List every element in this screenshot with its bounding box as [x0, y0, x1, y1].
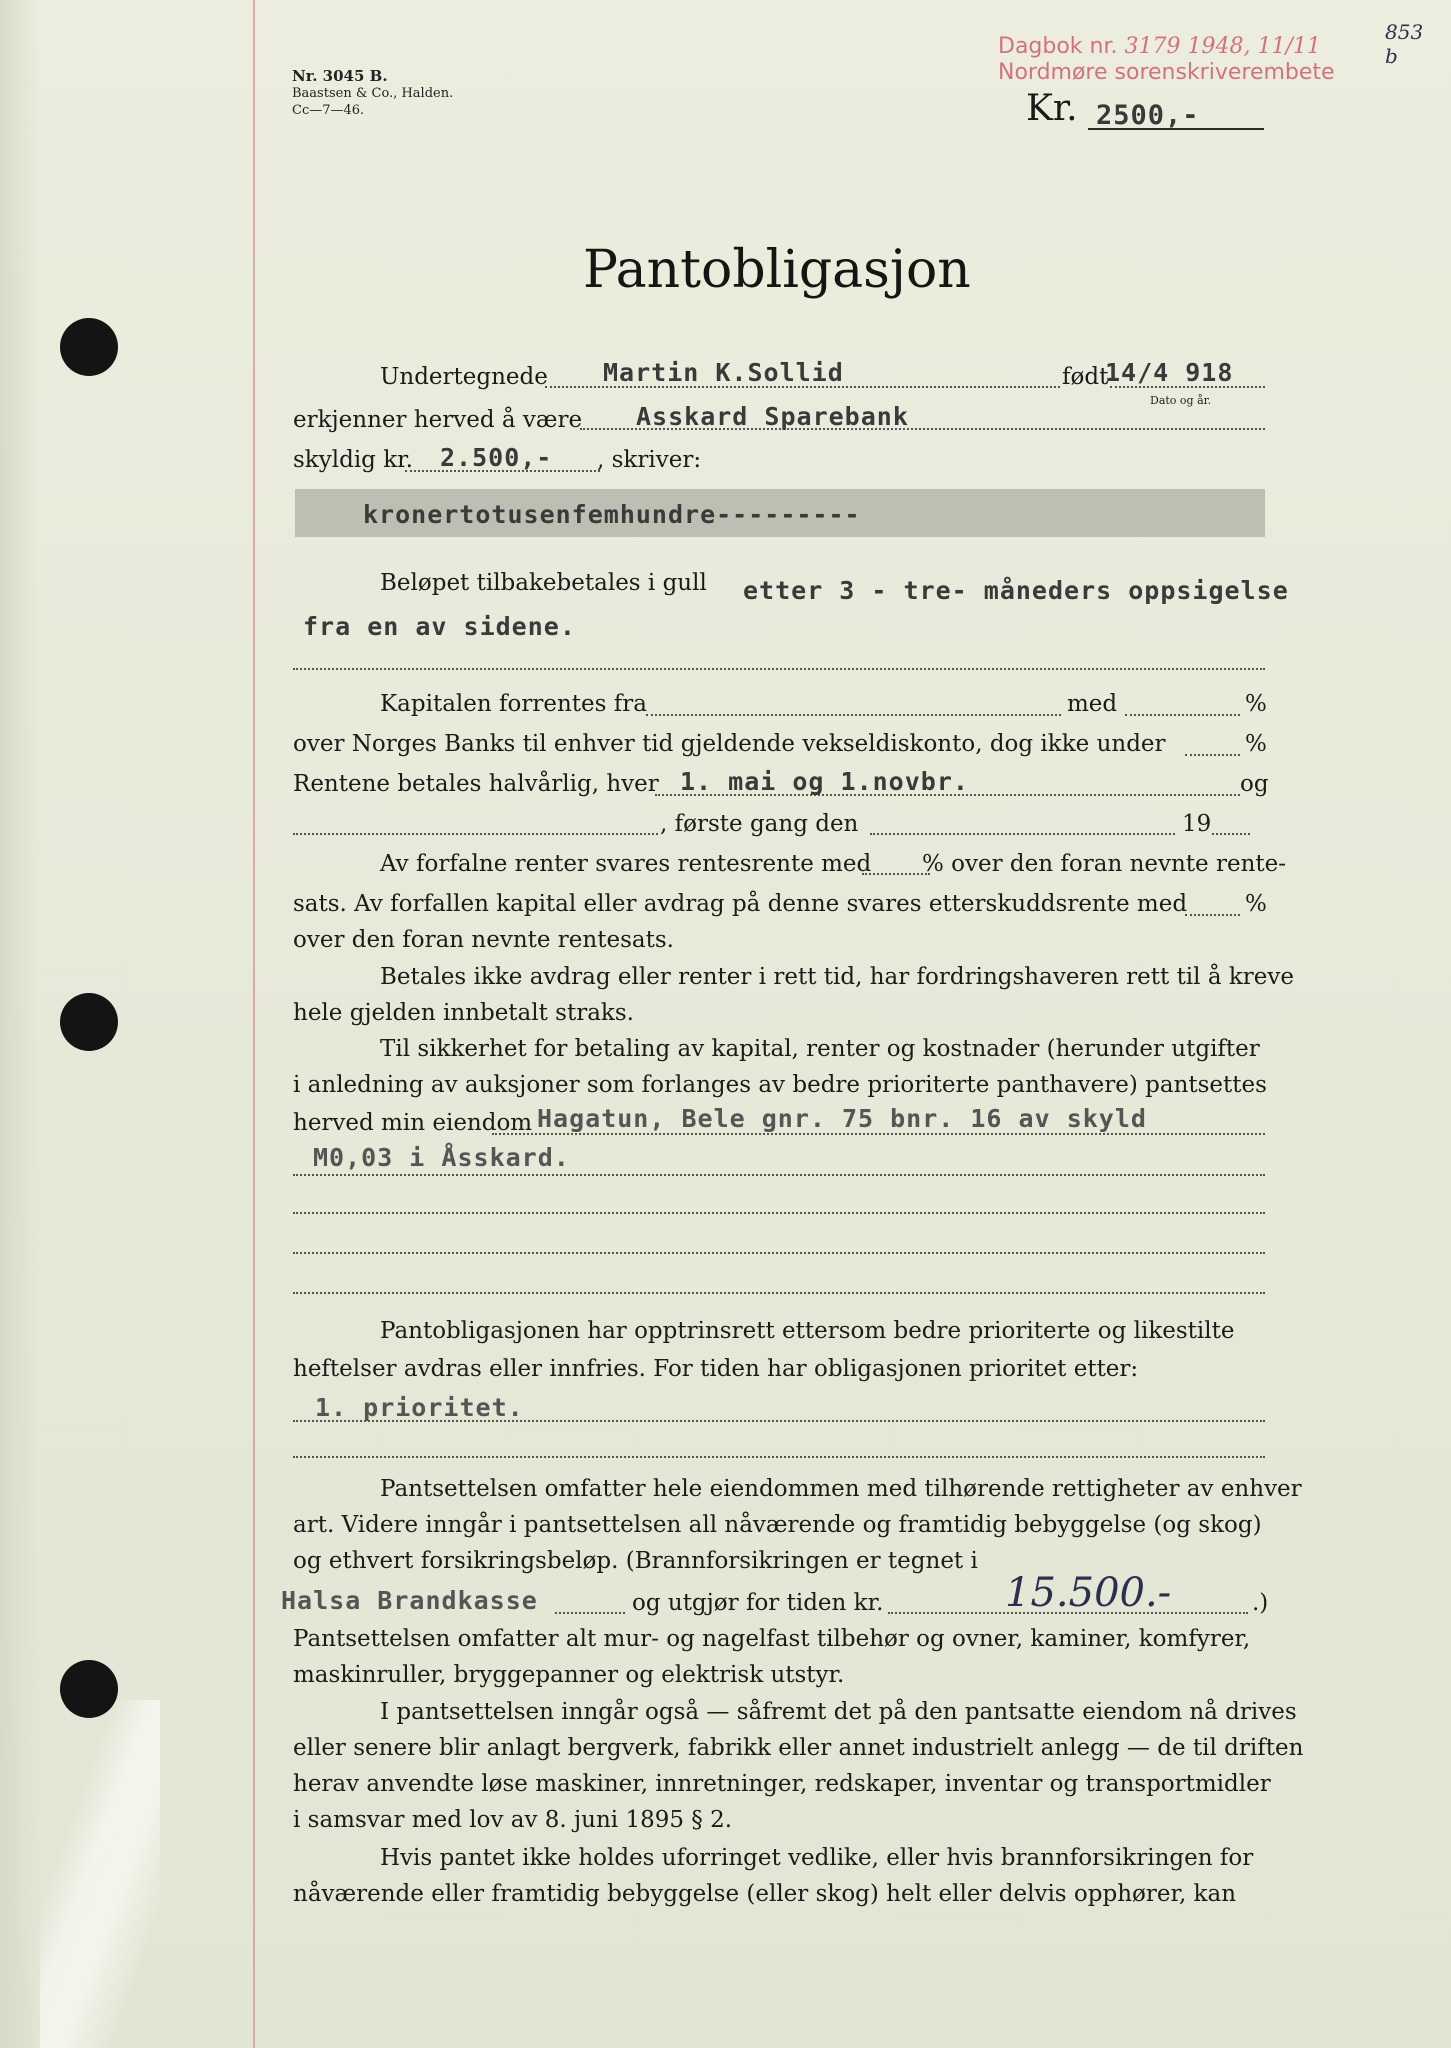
owed-suffix: , skriver:: [597, 447, 702, 473]
dotted-line: [1125, 714, 1240, 716]
scope-text: Pantsettelsen omfatter hele eiendommen med tilhørende rettigheter av enhver: [380, 1476, 1302, 1502]
owed-label: skyldig kr.: [293, 447, 413, 473]
punch-hole: [60, 1660, 118, 1718]
compound-interest-text: % over den foran nevnte rente-: [922, 851, 1287, 877]
stamp-label: Dagbok nr.: [998, 34, 1118, 59]
punch-hole: [60, 318, 118, 376]
stamp-office: Nordmøre sorenskriverembete: [998, 60, 1335, 85]
dotted-line: [293, 1456, 1265, 1458]
percent-sign: %: [1245, 691, 1267, 717]
registry-stamp: [998, 34, 1335, 86]
page-number: 853 b: [1385, 20, 1424, 68]
document-title: Pantobligasjon: [583, 240, 971, 300]
scope-text: i samsvar med lov av 8. juni 1895 § 2.: [293, 1807, 733, 1833]
security-text: Til sikkerhet for betaling av kapital, renter og kostnader (herunder utgifter: [380, 1036, 1260, 1062]
stamp-entry: 3179 1948, 11/11: [1124, 34, 1321, 59]
compound-interest-label: Av forfalne renter svares rentesrente med: [380, 851, 872, 877]
scope-text: art. Videre inngår i pantsettelsen all nåværende og framtidig bebyggelse (og skog): [293, 1512, 1262, 1538]
page-edge-shadow: [0, 0, 40, 2048]
priority-text: heftelser avdras eller innfries. For tiden har obligasjonen prioritet etter:: [293, 1356, 1139, 1382]
interest-text: over Norges Banks til enhver tid gjeldende vekseldiskonto, dog ikke under: [293, 731, 1166, 757]
owed-value: 2.500,-: [440, 443, 553, 472]
amount-label: Kr.: [1026, 88, 1078, 129]
debtor-name: Martin K.Sollid: [603, 358, 844, 387]
repayment-label: Beløpet tilbakebetales i gull: [380, 570, 707, 596]
scope-text: Pantsettelsen omfatter alt mur- og nagelfast tilbehør og ovner, kaminer, komfyrer,: [293, 1626, 1251, 1652]
dotted-line: [1212, 833, 1250, 835]
interest-start-label: Kapitalen forrentes fra: [380, 691, 647, 717]
arrears-text-cont: over den foran nevnte rentesats.: [293, 927, 674, 953]
form-printer: Baastsen & Co., Halden.: [292, 86, 454, 101]
dotted-line: [293, 668, 1265, 670]
interest-payment-label: Rentene betales halvårlig, hver: [293, 771, 659, 797]
repayment-terms: etter 3 - tre- måneders oppsigelse: [743, 576, 1289, 605]
scope-text: eller senere blir anlagt bergverk, fabrikk eller annet industrielt anlegg — de til driften: [293, 1735, 1304, 1761]
scope-text: maskinruller, bryggepanner og elektrisk utstyr.: [293, 1662, 845, 1688]
insured-amount-label: og utgjør for tiden kr.: [632, 1590, 884, 1616]
scope-text: herav anvendte løse maskiner, innretninger, redskaper, inventar og transportmidler: [293, 1771, 1271, 1797]
dotted-line: [492, 1133, 1265, 1135]
form-date: Cc—7—46.: [292, 103, 365, 118]
margin-line: [253, 0, 255, 2048]
insured-amount: 15.500.-: [1005, 1570, 1172, 1616]
born-caption: Dato og år.: [1150, 394, 1212, 407]
insured-amount-end: .): [1252, 1590, 1269, 1616]
scope-text: I pantsettelsen inngår også — såfremt det på den pantsatte eiendom nå drives: [380, 1699, 1297, 1725]
dotted-line: [1185, 914, 1240, 916]
dotted-line: [555, 1612, 625, 1614]
amount-in-words: kronertotusenfemhundre---------: [363, 500, 861, 529]
form-number: Nr. 3045 B.: [292, 67, 388, 85]
year-prefix: 19: [1182, 811, 1212, 837]
amount-value: 2500,-: [1096, 100, 1200, 131]
priority-text: Pantobligasjonen har opptrinsrett ettersom bedre prioriterte og likestilte: [380, 1318, 1235, 1344]
creditor-label: erkjenner herved å være: [293, 407, 583, 433]
percent-sign: %: [1245, 731, 1267, 757]
interest-and: og: [1240, 771, 1269, 797]
interest-dates: 1. mai og 1.novbr.: [680, 767, 969, 796]
default-clause-cont: hele gjelden innbetalt straks.: [293, 1000, 634, 1026]
first-time-label: , første gang den: [660, 811, 859, 837]
dotted-line: [293, 1252, 1265, 1254]
percent-sign: %: [1245, 891, 1267, 917]
folded-corner: [40, 1700, 160, 2048]
dotted-line: [293, 1420, 1265, 1422]
arrears-text: sats. Av forfallen kapital eller avdrag på denne svares etterskuddsrente med: [293, 891, 1188, 917]
debtor-label: Undertegnede: [380, 364, 548, 390]
default-clause: Betales ikke avdrag eller renter i rett tid, har fordringshaveren rett til å kreve: [380, 964, 1295, 990]
scope-text: nåværende eller framtidig bebyggelse (eller skog) helt eller delvis opphører, kan: [293, 1881, 1237, 1907]
dotted-line: [293, 1212, 1265, 1214]
property-label: herved min eiendom: [293, 1110, 533, 1136]
insurer-name: Halsa Brandkasse: [281, 1586, 538, 1615]
creditor-name: Asskard Sparebank: [636, 402, 909, 431]
born-label: født: [1062, 364, 1109, 390]
dotted-line: [293, 1174, 1265, 1176]
interest-rate-label: med: [1067, 691, 1118, 717]
form-code: [292, 68, 453, 119]
punch-hole: [60, 993, 118, 1051]
dotted-line: [1185, 754, 1240, 756]
priority-value: 1. prioritet.: [315, 1393, 524, 1422]
property-description: Hagatun, Bele gnr. 75 bnr. 16 av skyld: [537, 1104, 1147, 1133]
born-value: 14/4 918: [1105, 358, 1234, 387]
amount-rule: [1088, 128, 1264, 130]
repayment-terms-cont: fra en av sidene.: [303, 612, 576, 641]
scope-text: Hvis pantet ikke holdes uforringet vedlike, eller hvis brannforsikringen for: [380, 1845, 1254, 1871]
property-description-cont: M0,03 i Åsskard.: [313, 1143, 570, 1172]
dotted-line: [870, 833, 1175, 835]
dotted-line: [293, 1292, 1265, 1294]
dotted-line: [293, 833, 658, 835]
security-text: i anledning av auksjoner som forlanges av bedre prioriterte panthavere) pantsettes: [293, 1072, 1267, 1098]
scope-text: og ethvert forsikringsbeløp. (Brannforsikringen er tegnet i: [293, 1548, 978, 1574]
dotted-line: [862, 873, 930, 875]
dotted-line: [646, 714, 1061, 716]
